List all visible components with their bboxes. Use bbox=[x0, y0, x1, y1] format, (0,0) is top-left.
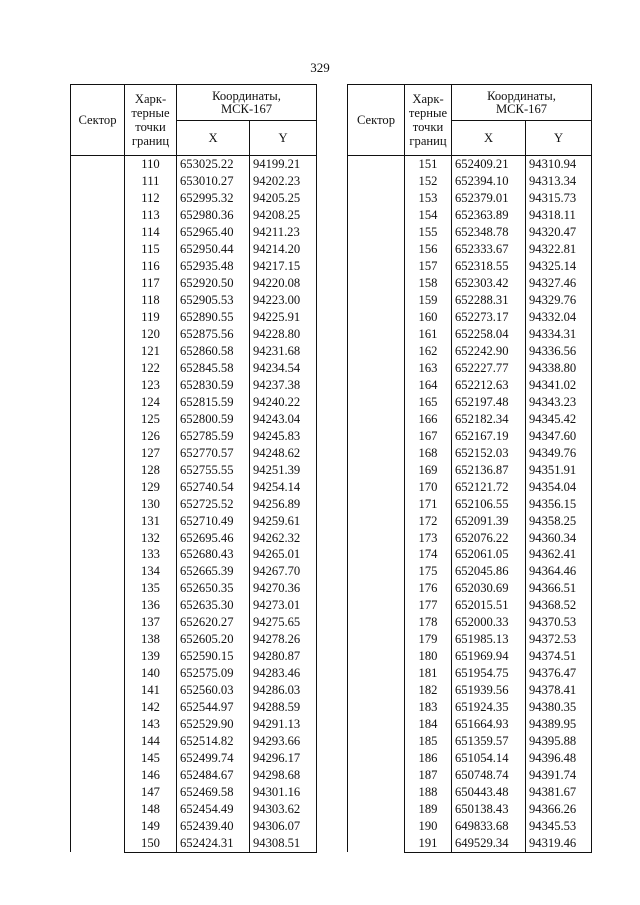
y-coordinate-cell: 94395.88 bbox=[526, 733, 592, 750]
y-coordinate-cell: 94208.25 bbox=[250, 207, 317, 224]
y-coordinate-cell: 94245.83 bbox=[250, 428, 317, 445]
y-coordinate-cell: 94298.68 bbox=[250, 767, 317, 784]
y-coordinate-cell: 94380.35 bbox=[526, 699, 592, 716]
point-number-cell: 120 bbox=[125, 326, 177, 343]
point-number-cell: 154 bbox=[405, 207, 452, 224]
sector-header: Сектор bbox=[348, 85, 405, 156]
y-coordinate-cell: 94217.15 bbox=[250, 258, 317, 275]
point-number-cell: 136 bbox=[125, 597, 177, 614]
point-number-cell: 170 bbox=[405, 478, 452, 495]
x-coordinate-cell: 652725.52 bbox=[177, 495, 250, 512]
y-coordinate-cell: 94270.36 bbox=[250, 580, 317, 597]
point-number-cell: 138 bbox=[125, 631, 177, 648]
point-number-cell: 123 bbox=[125, 377, 177, 394]
point-number-cell: 124 bbox=[125, 394, 177, 411]
y-coordinate-cell: 94310.94 bbox=[526, 156, 592, 173]
point-number-cell: 159 bbox=[405, 292, 452, 309]
x-coordinate-cell: 652740.54 bbox=[177, 478, 250, 495]
x-coordinate-cell: 652121.72 bbox=[452, 478, 526, 495]
y-coordinate-cell: 94308.51 bbox=[250, 835, 317, 852]
x-coordinate-cell: 652469.58 bbox=[177, 784, 250, 801]
y-coordinate-cell: 94240.22 bbox=[250, 394, 317, 411]
x-coordinate-cell: 652258.04 bbox=[452, 326, 526, 343]
point-number-cell: 125 bbox=[125, 411, 177, 428]
y-coordinate-cell: 94214.20 bbox=[250, 241, 317, 258]
y-coordinate-cell: 94366.26 bbox=[526, 801, 592, 818]
point-number-cell: 188 bbox=[405, 784, 452, 801]
y-coordinate-cell: 94234.54 bbox=[250, 360, 317, 377]
y-coordinate-cell: 94364.46 bbox=[526, 563, 592, 580]
x-coordinate-cell: 652770.57 bbox=[177, 444, 250, 461]
x-coordinate-cell: 652409.21 bbox=[452, 156, 526, 173]
table-body-right bbox=[348, 156, 592, 853]
y-coordinate-cell: 94358.25 bbox=[526, 512, 592, 529]
point-number-cell: 153 bbox=[405, 190, 452, 207]
x-coordinate-cell: 652394.10 bbox=[452, 173, 526, 190]
y-coordinate-cell: 94205.25 bbox=[250, 190, 317, 207]
point-number-cell: 135 bbox=[125, 580, 177, 597]
coordinates-table-right bbox=[347, 84, 592, 853]
y-coordinate-cell: 94325.14 bbox=[526, 258, 592, 275]
point-number-cell: 130 bbox=[125, 495, 177, 512]
point-number-cell: 144 bbox=[125, 733, 177, 750]
y-coordinate-cell: 94237.38 bbox=[250, 377, 317, 394]
x-coordinate-cell: 652680.43 bbox=[177, 546, 250, 563]
y-coordinate-cell: 94338.80 bbox=[526, 360, 592, 377]
y-coordinate-cell: 94301.16 bbox=[250, 784, 317, 801]
y-coordinate-cell: 94349.76 bbox=[526, 444, 592, 461]
point-number-cell: 139 bbox=[125, 648, 177, 665]
y-coordinate-cell: 94288.59 bbox=[250, 699, 317, 716]
x-coordinate-cell: 652348.78 bbox=[452, 224, 526, 241]
point-number-cell: 172 bbox=[405, 512, 452, 529]
point-number-cell: 115 bbox=[125, 241, 177, 258]
x-coordinate-cell: 652815.59 bbox=[177, 394, 250, 411]
point-number-cell: 118 bbox=[125, 292, 177, 309]
point-number-cell: 140 bbox=[125, 665, 177, 682]
y-coordinate-cell: 94374.51 bbox=[526, 648, 592, 665]
point-number-cell: 113 bbox=[125, 207, 177, 224]
point-number-cell: 146 bbox=[125, 767, 177, 784]
page-number: 329 bbox=[310, 60, 330, 75]
y-coordinate-cell: 94372.53 bbox=[526, 631, 592, 648]
x-coordinate-cell: 652590.15 bbox=[177, 648, 250, 665]
sector-cell bbox=[348, 156, 405, 853]
point-number-cell: 152 bbox=[405, 173, 452, 190]
point-number-cell: 116 bbox=[125, 258, 177, 275]
y-coordinate-cell: 94322.81 bbox=[526, 241, 592, 258]
y-coordinate-cell: 94267.70 bbox=[250, 563, 317, 580]
point-number-cell: 157 bbox=[405, 258, 452, 275]
x-coordinate-cell: 652544.97 bbox=[177, 699, 250, 716]
y-coordinate-cell: 94362.41 bbox=[526, 546, 592, 563]
y-coordinate-cell: 94248.62 bbox=[250, 444, 317, 461]
y-coordinate-cell: 94396.48 bbox=[526, 750, 592, 767]
x-coordinate-cell: 652499.74 bbox=[177, 750, 250, 767]
x-coordinate-cell: 650443.48 bbox=[452, 784, 526, 801]
y-coordinate-cell: 94275.65 bbox=[250, 614, 317, 631]
x-coordinate-cell: 652076.22 bbox=[452, 529, 526, 546]
x-coordinate-cell: 652454.49 bbox=[177, 801, 250, 818]
point-number-cell: 185 bbox=[405, 733, 452, 750]
y-coordinate-cell: 94254.14 bbox=[250, 478, 317, 495]
y-coordinate-cell: 94366.51 bbox=[526, 580, 592, 597]
x-coordinate-cell: 652665.39 bbox=[177, 563, 250, 580]
x-coordinate-cell: 652785.59 bbox=[177, 428, 250, 445]
x-coordinate-cell: 652303.42 bbox=[452, 275, 526, 292]
y-coordinate-cell: 94223.00 bbox=[250, 292, 317, 309]
x-coordinate-cell: 652635.30 bbox=[177, 597, 250, 614]
x-coordinate-cell: 652965.40 bbox=[177, 224, 250, 241]
point-number-cell: 182 bbox=[405, 682, 452, 699]
point-number-cell: 171 bbox=[405, 495, 452, 512]
y-coordinate-cell: 94315.73 bbox=[526, 190, 592, 207]
y-coordinate-cell: 94231.68 bbox=[250, 343, 317, 360]
y-coordinate-cell: 94293.66 bbox=[250, 733, 317, 750]
x-coordinate-cell: 652273.17 bbox=[452, 309, 526, 326]
point-number-cell: 165 bbox=[405, 394, 452, 411]
y-coordinate-cell: 94225.91 bbox=[250, 309, 317, 326]
point-number-cell: 141 bbox=[125, 682, 177, 699]
point-number-cell: 187 bbox=[405, 767, 452, 784]
x-coordinate-cell: 649529.34 bbox=[452, 835, 526, 852]
y-coordinate-cell: 94389.95 bbox=[526, 716, 592, 733]
x-coordinate-cell: 652182.34 bbox=[452, 411, 526, 428]
point-number-cell: 162 bbox=[405, 343, 452, 360]
x-coordinate-cell: 652212.63 bbox=[452, 377, 526, 394]
y-coordinate-cell: 94360.34 bbox=[526, 529, 592, 546]
y-coordinate-cell: 94243.04 bbox=[250, 411, 317, 428]
point-number-cell: 143 bbox=[125, 716, 177, 733]
sector-cell bbox=[71, 156, 125, 853]
x-coordinate-cell: 652091.39 bbox=[452, 512, 526, 529]
point-number-cell: 180 bbox=[405, 648, 452, 665]
table-row bbox=[71, 156, 317, 173]
point-number-cell: 190 bbox=[405, 818, 452, 835]
x-coordinate-cell: 652242.90 bbox=[452, 343, 526, 360]
x-column-header: X bbox=[452, 121, 526, 156]
x-coordinate-cell: 651359.57 bbox=[452, 733, 526, 750]
x-coordinate-cell: 651985.13 bbox=[452, 631, 526, 648]
x-coordinate-cell: 652136.87 bbox=[452, 461, 526, 478]
x-coordinate-cell: 650748.74 bbox=[452, 767, 526, 784]
sector-header: Сектор bbox=[71, 85, 125, 156]
x-coordinate-cell: 652980.36 bbox=[177, 207, 250, 224]
y-coordinate-cell: 94256.89 bbox=[250, 495, 317, 512]
y-coordinate-cell: 94283.46 bbox=[250, 665, 317, 682]
x-coordinate-cell: 652875.56 bbox=[177, 326, 250, 343]
y-coordinate-cell: 94391.74 bbox=[526, 767, 592, 784]
point-number-cell: 122 bbox=[125, 360, 177, 377]
y-coordinate-cell: 94202.23 bbox=[250, 173, 317, 190]
y-coordinate-cell: 94381.67 bbox=[526, 784, 592, 801]
point-number-cell: 164 bbox=[405, 377, 452, 394]
point-number-cell: 151 bbox=[405, 156, 452, 173]
x-coordinate-cell: 652514.82 bbox=[177, 733, 250, 750]
y-coordinate-cell: 94370.53 bbox=[526, 614, 592, 631]
x-coordinate-cell: 652424.31 bbox=[177, 835, 250, 852]
x-coordinate-cell: 652363.89 bbox=[452, 207, 526, 224]
x-coordinate-cell: 652333.67 bbox=[452, 241, 526, 258]
x-coordinate-cell: 652061.05 bbox=[452, 546, 526, 563]
y-coordinate-cell: 94303.62 bbox=[250, 801, 317, 818]
point-number-cell: 158 bbox=[405, 275, 452, 292]
x-coordinate-cell: 652045.86 bbox=[452, 563, 526, 580]
x-coordinate-cell: 652905.53 bbox=[177, 292, 250, 309]
point-number-cell: 134 bbox=[125, 563, 177, 580]
point-number-cell: 112 bbox=[125, 190, 177, 207]
point-number-cell: 174 bbox=[405, 546, 452, 563]
y-coordinate-cell: 94306.07 bbox=[250, 818, 317, 835]
y-coordinate-cell: 94291.13 bbox=[250, 716, 317, 733]
y-coordinate-cell: 94329.76 bbox=[526, 292, 592, 309]
point-number-cell: 177 bbox=[405, 597, 452, 614]
point-number-cell: 117 bbox=[125, 275, 177, 292]
x-coordinate-cell: 652995.32 bbox=[177, 190, 250, 207]
point-number-cell: 128 bbox=[125, 461, 177, 478]
x-coordinate-cell: 652695.46 bbox=[177, 529, 250, 546]
y-column-header: Y bbox=[250, 121, 317, 156]
x-coordinate-cell: 652227.77 bbox=[452, 360, 526, 377]
x-coordinate-cell: 651954.75 bbox=[452, 665, 526, 682]
y-column-header: Y bbox=[526, 121, 592, 156]
x-coordinate-cell: 652860.58 bbox=[177, 343, 250, 360]
coordinates-table-left bbox=[70, 84, 317, 853]
y-coordinate-cell: 94336.56 bbox=[526, 343, 592, 360]
y-coordinate-cell: 94278.26 bbox=[250, 631, 317, 648]
point-number-cell: 160 bbox=[405, 309, 452, 326]
point-number-cell: 150 bbox=[125, 835, 177, 852]
point-number-cell: 111 bbox=[125, 173, 177, 190]
y-coordinate-cell: 94265.01 bbox=[250, 546, 317, 563]
point-number-cell: 175 bbox=[405, 563, 452, 580]
y-coordinate-cell: 94273.01 bbox=[250, 597, 317, 614]
coordinates-header: Координаты, МСК-167 bbox=[177, 85, 317, 121]
y-coordinate-cell: 94334.31 bbox=[526, 326, 592, 343]
y-coordinate-cell: 94376.47 bbox=[526, 665, 592, 682]
x-coordinate-cell: 652000.33 bbox=[452, 614, 526, 631]
point-number-cell: 131 bbox=[125, 512, 177, 529]
x-coordinate-cell: 651054.14 bbox=[452, 750, 526, 767]
x-coordinate-cell: 652920.50 bbox=[177, 275, 250, 292]
y-coordinate-cell: 94327.46 bbox=[526, 275, 592, 292]
point-number-cell: 114 bbox=[125, 224, 177, 241]
x-coordinate-cell: 652950.44 bbox=[177, 241, 250, 258]
x-coordinate-cell: 652288.31 bbox=[452, 292, 526, 309]
point-number-cell: 169 bbox=[405, 461, 452, 478]
x-coordinate-cell: 650138.43 bbox=[452, 801, 526, 818]
point-number-cell: 181 bbox=[405, 665, 452, 682]
boundary-points-header: Харк- терные точки границ bbox=[125, 85, 177, 156]
point-number-cell: 184 bbox=[405, 716, 452, 733]
x-coordinate-cell: 652439.40 bbox=[177, 818, 250, 835]
y-coordinate-cell: 94228.80 bbox=[250, 326, 317, 343]
y-coordinate-cell: 94343.23 bbox=[526, 394, 592, 411]
point-number-cell: 132 bbox=[125, 529, 177, 546]
y-coordinate-cell: 94211.23 bbox=[250, 224, 317, 241]
point-number-cell: 167 bbox=[405, 428, 452, 445]
point-number-cell: 155 bbox=[405, 224, 452, 241]
y-coordinate-cell: 94296.17 bbox=[250, 750, 317, 767]
x-coordinate-cell: 652890.55 bbox=[177, 309, 250, 326]
point-number-cell: 166 bbox=[405, 411, 452, 428]
x-coordinate-cell: 652379.01 bbox=[452, 190, 526, 207]
point-number-cell: 142 bbox=[125, 699, 177, 716]
point-number-cell: 129 bbox=[125, 478, 177, 495]
table-body-left bbox=[71, 156, 317, 853]
x-coordinate-cell: 652015.51 bbox=[452, 597, 526, 614]
point-number-cell: 126 bbox=[125, 428, 177, 445]
x-coordinate-cell: 652318.55 bbox=[452, 258, 526, 275]
y-coordinate-cell: 94313.34 bbox=[526, 173, 592, 190]
x-coordinate-cell: 652845.58 bbox=[177, 360, 250, 377]
x-coordinate-cell: 652529.90 bbox=[177, 716, 250, 733]
y-coordinate-cell: 94259.61 bbox=[250, 512, 317, 529]
x-coordinate-cell: 649833.68 bbox=[452, 818, 526, 835]
point-number-cell: 163 bbox=[405, 360, 452, 377]
point-number-cell: 179 bbox=[405, 631, 452, 648]
y-coordinate-cell: 94319.46 bbox=[526, 835, 592, 852]
x-coordinate-cell: 653010.27 bbox=[177, 173, 250, 190]
point-number-cell: 145 bbox=[125, 750, 177, 767]
point-number-cell: 189 bbox=[405, 801, 452, 818]
x-coordinate-cell: 652620.27 bbox=[177, 614, 250, 631]
y-coordinate-cell: 94220.08 bbox=[250, 275, 317, 292]
y-coordinate-cell: 94347.60 bbox=[526, 428, 592, 445]
y-coordinate-cell: 94356.15 bbox=[526, 495, 592, 512]
y-coordinate-cell: 94318.11 bbox=[526, 207, 592, 224]
point-number-cell: 168 bbox=[405, 444, 452, 461]
x-coordinate-cell: 652830.59 bbox=[177, 377, 250, 394]
x-coordinate-cell: 652800.59 bbox=[177, 411, 250, 428]
x-coordinate-cell: 652106.55 bbox=[452, 495, 526, 512]
point-number-cell: 147 bbox=[125, 784, 177, 801]
point-number-cell: 121 bbox=[125, 343, 177, 360]
point-number-cell: 149 bbox=[125, 818, 177, 835]
y-coordinate-cell: 94378.41 bbox=[526, 682, 592, 699]
point-number-cell: 119 bbox=[125, 309, 177, 326]
y-coordinate-cell: 94345.42 bbox=[526, 411, 592, 428]
x-coordinate-cell: 652575.09 bbox=[177, 665, 250, 682]
x-coordinate-cell: 652755.55 bbox=[177, 461, 250, 478]
x-coordinate-cell: 651924.35 bbox=[452, 699, 526, 716]
x-coordinate-cell: 652152.03 bbox=[452, 444, 526, 461]
x-coordinate-cell: 652605.20 bbox=[177, 631, 250, 648]
x-coordinate-cell: 653025.22 bbox=[177, 156, 250, 173]
x-coordinate-cell: 652030.69 bbox=[452, 580, 526, 597]
y-coordinate-cell: 94354.04 bbox=[526, 478, 592, 495]
point-number-cell: 156 bbox=[405, 241, 452, 258]
point-number-cell: 183 bbox=[405, 699, 452, 716]
point-number-cell: 110 bbox=[125, 156, 177, 173]
x-coordinate-cell: 652650.35 bbox=[177, 580, 250, 597]
point-number-cell: 186 bbox=[405, 750, 452, 767]
coordinates-header: Координаты, МСК-167 bbox=[452, 85, 592, 121]
point-number-cell: 178 bbox=[405, 614, 452, 631]
y-coordinate-cell: 94332.04 bbox=[526, 309, 592, 326]
x-coordinate-cell: 652560.03 bbox=[177, 682, 250, 699]
point-number-cell: 148 bbox=[125, 801, 177, 818]
x-column-header: X bbox=[177, 121, 250, 156]
x-coordinate-cell: 651664.93 bbox=[452, 716, 526, 733]
y-coordinate-cell: 94251.39 bbox=[250, 461, 317, 478]
x-coordinate-cell: 652167.19 bbox=[452, 428, 526, 445]
point-number-cell: 173 bbox=[405, 529, 452, 546]
x-coordinate-cell: 651939.56 bbox=[452, 682, 526, 699]
point-number-cell: 161 bbox=[405, 326, 452, 343]
y-coordinate-cell: 94368.52 bbox=[526, 597, 592, 614]
y-coordinate-cell: 94262.32 bbox=[250, 529, 317, 546]
y-coordinate-cell: 94280.87 bbox=[250, 648, 317, 665]
y-coordinate-cell: 94286.03 bbox=[250, 682, 317, 699]
boundary-points-header: Харк- терные точки границ bbox=[405, 85, 452, 156]
y-coordinate-cell: 94345.53 bbox=[526, 818, 592, 835]
point-number-cell: 133 bbox=[125, 546, 177, 563]
point-number-cell: 127 bbox=[125, 444, 177, 461]
y-coordinate-cell: 94351.91 bbox=[526, 461, 592, 478]
y-coordinate-cell: 94341.02 bbox=[526, 377, 592, 394]
x-coordinate-cell: 651969.94 bbox=[452, 648, 526, 665]
y-coordinate-cell: 94199.21 bbox=[250, 156, 317, 173]
point-number-cell: 137 bbox=[125, 614, 177, 631]
y-coordinate-cell: 94320.47 bbox=[526, 224, 592, 241]
table-row bbox=[348, 156, 592, 173]
x-coordinate-cell: 652484.67 bbox=[177, 767, 250, 784]
x-coordinate-cell: 652710.49 bbox=[177, 512, 250, 529]
point-number-cell: 191 bbox=[405, 835, 452, 852]
x-coordinate-cell: 652935.48 bbox=[177, 258, 250, 275]
point-number-cell: 176 bbox=[405, 580, 452, 597]
x-coordinate-cell: 652197.48 bbox=[452, 394, 526, 411]
